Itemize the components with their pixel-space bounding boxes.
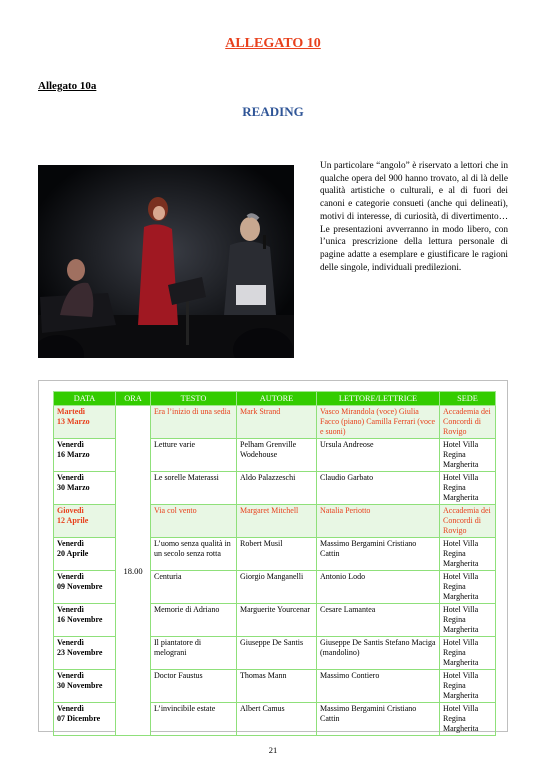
intro-paragraph: Un particolare “angolo” è riservato a lettori che in qualche opera del 900 hanno trovato, al di là delle qualità artistiche o culturali, e al di fuori dei canoni e categorie consueti (anche qui delineati), motivi di interesse, di curiosità, di divertimento… Le presentazioni avverranno in modo libero, con l’unica prescrizione della lettura personale di pagine adatte a esemplare e giustificare le ragioni delle singole, individuali predilezioni.	[320, 161, 508, 273]
date-cell: Venerdì 16 Marzo	[54, 439, 116, 472]
author-cell: Robert Musil	[237, 538, 317, 571]
date-cell: Venerdì 20 Aprile	[54, 538, 116, 571]
time-cell: 18.00	[116, 406, 151, 736]
date-cell: Martedì 13 Marzo	[54, 406, 116, 439]
date-cell: Giovedì 12 Aprile	[54, 505, 116, 538]
schedule-table-frame	[38, 380, 508, 732]
venue-cell: Hotel Villa Regina Margherita	[440, 439, 496, 472]
text-cell: Via col vento	[151, 505, 237, 538]
text-cell: Centuria	[151, 571, 237, 604]
reader-cell: Claudio Garbato	[317, 472, 440, 505]
column-header-ora: ORA	[116, 392, 151, 406]
venue-cell: Hotel Villa Regina Margherita	[440, 538, 496, 571]
text-cell: Letture varie	[151, 439, 237, 472]
page-number: 21	[268, 745, 278, 755]
column-header-lettore: LETTORE/LETTRICE	[317, 392, 440, 406]
page-title: ALLEGATO 10	[225, 36, 321, 51]
reader-cell: Cesare Lamantea	[317, 604, 440, 637]
author-cell: Albert Camus	[237, 703, 317, 736]
venue-cell: Hotel Villa Regina Margherita	[440, 604, 496, 637]
table-header-row	[54, 392, 496, 406]
column-header-testo: TESTO	[151, 392, 237, 406]
reader-cell: Massimo Bergamini Cristiano Cattin	[317, 538, 440, 571]
column-header-sede: SEDE	[440, 392, 496, 406]
column-header-data: DATA	[54, 392, 116, 406]
venue-cell: Hotel Villa Regina Margherita	[440, 703, 496, 736]
date-cell: Venerdì 30 Marzo	[54, 472, 116, 505]
column-header-autore: AUTORE	[237, 392, 317, 406]
date-cell: Venerdì 07 Dicembre	[54, 703, 116, 736]
text-cell: L’uomo senza qualità in un secolo senza rotta	[151, 538, 237, 571]
venue-cell: Hotel Villa Regina Margherita	[440, 637, 496, 670]
reader-cell: Massimo Contiero	[317, 670, 440, 703]
text-cell: L’invincibile estate	[151, 703, 237, 736]
author-cell: Thomas Mann	[237, 670, 317, 703]
text-cell: Era l’inizio di una sedia	[151, 406, 237, 439]
reader-cell: Natalia Periotto	[317, 505, 440, 538]
text-cell: Doctor Faustus	[151, 670, 237, 703]
reader-cell: Ursula Andreose	[317, 439, 440, 472]
section-title: READING	[242, 104, 304, 119]
date-cell: Venerdì 09 Novembre	[54, 571, 116, 604]
author-cell: Margaret Mitchell	[237, 505, 317, 538]
schedule-table	[53, 391, 496, 736]
text-cell: Il piantatore di melograni	[151, 637, 237, 670]
reader-cell: Antonio Lodo	[317, 571, 440, 604]
reader-cell: Massimo Bergamini Cristiano Cattin	[317, 703, 440, 736]
attachment-subtitle: Allegato 10a	[38, 80, 97, 92]
venue-cell: Hotel Villa Regina Margherita	[440, 472, 496, 505]
reader-cell: Vasco Mirandola (voce) Giulia Facco (piano) Camilla Ferrari (voce e suoni)	[317, 406, 440, 439]
venue-cell: Hotel Villa Regina Margherita	[440, 670, 496, 703]
date-cell: Venerdì 23 Novembre	[54, 637, 116, 670]
venue-cell: Accademia dei Concordi di Rovigo	[440, 406, 496, 439]
author-cell: Pelham Grenville Wodehouse	[237, 439, 317, 472]
author-cell: Aldo Palazzeschi	[237, 472, 317, 505]
reader-cell: Giuseppe De Santis Stefano Maciga (mandolino)	[317, 637, 440, 670]
date-cell: Venerdì 16 Novembre	[54, 604, 116, 637]
author-cell: Mark Strand	[237, 406, 317, 439]
text-cell: Memorie di Adriano	[151, 604, 237, 637]
table-row	[54, 406, 496, 439]
author-cell: Giorgio Manganelli	[237, 571, 317, 604]
venue-cell: Hotel Villa Regina Margherita	[440, 571, 496, 604]
author-cell: Marguerite Yourcenar	[237, 604, 317, 637]
venue-cell: Accademia dei Concordi di Rovigo	[440, 505, 496, 538]
text-cell: Le sorelle Materassi	[151, 472, 237, 505]
author-cell: Giuseppe De Santis	[237, 637, 317, 670]
performance-photo	[38, 165, 294, 358]
date-cell: Venerdì 30 Novembre	[54, 670, 116, 703]
